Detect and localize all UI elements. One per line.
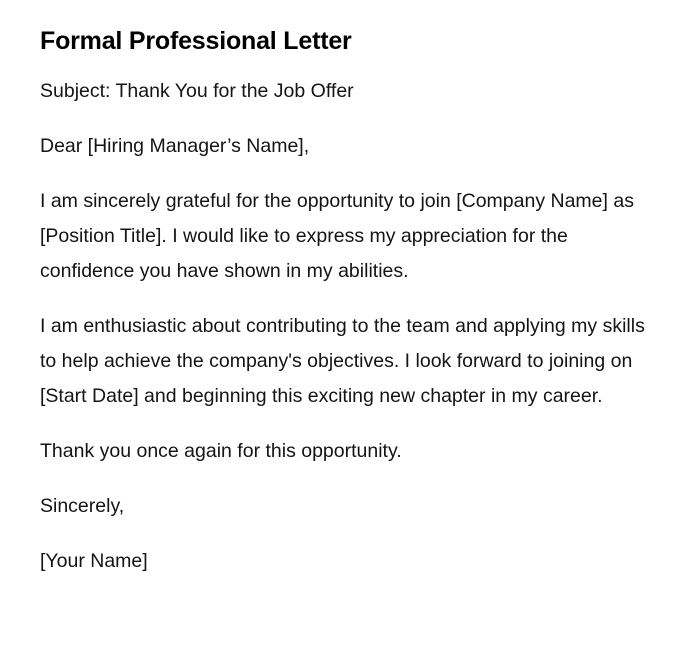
letter-signature: [Your Name] bbox=[40, 550, 148, 572]
letter-title: Formal Professional Letter bbox=[40, 27, 352, 55]
letter-body-paragraph-1: I am sincerely grateful for the opportunity to join [Company Name] as [Position Title]. I would like to express my appreciation for the confidence you have shown in my abilities. bbox=[40, 190, 634, 282]
letter-body-paragraph-2: I am enthusiastic about contributing to the team and applying my skills to help achieve the company's objectives. I look forward to joining on [Start Date] and beginning this exciting new chapter in my career. bbox=[40, 315, 645, 407]
letter-document bbox=[40, 24, 660, 599]
letter-salutation: Dear [Hiring Manager’s Name], bbox=[40, 135, 310, 157]
letter-closing-thanks: Thank you once again for this opportunity. bbox=[40, 440, 402, 462]
letter-signoff: Sincerely, bbox=[40, 495, 125, 517]
letter-subject: Subject: Thank You for the Job Offer bbox=[40, 80, 354, 102]
